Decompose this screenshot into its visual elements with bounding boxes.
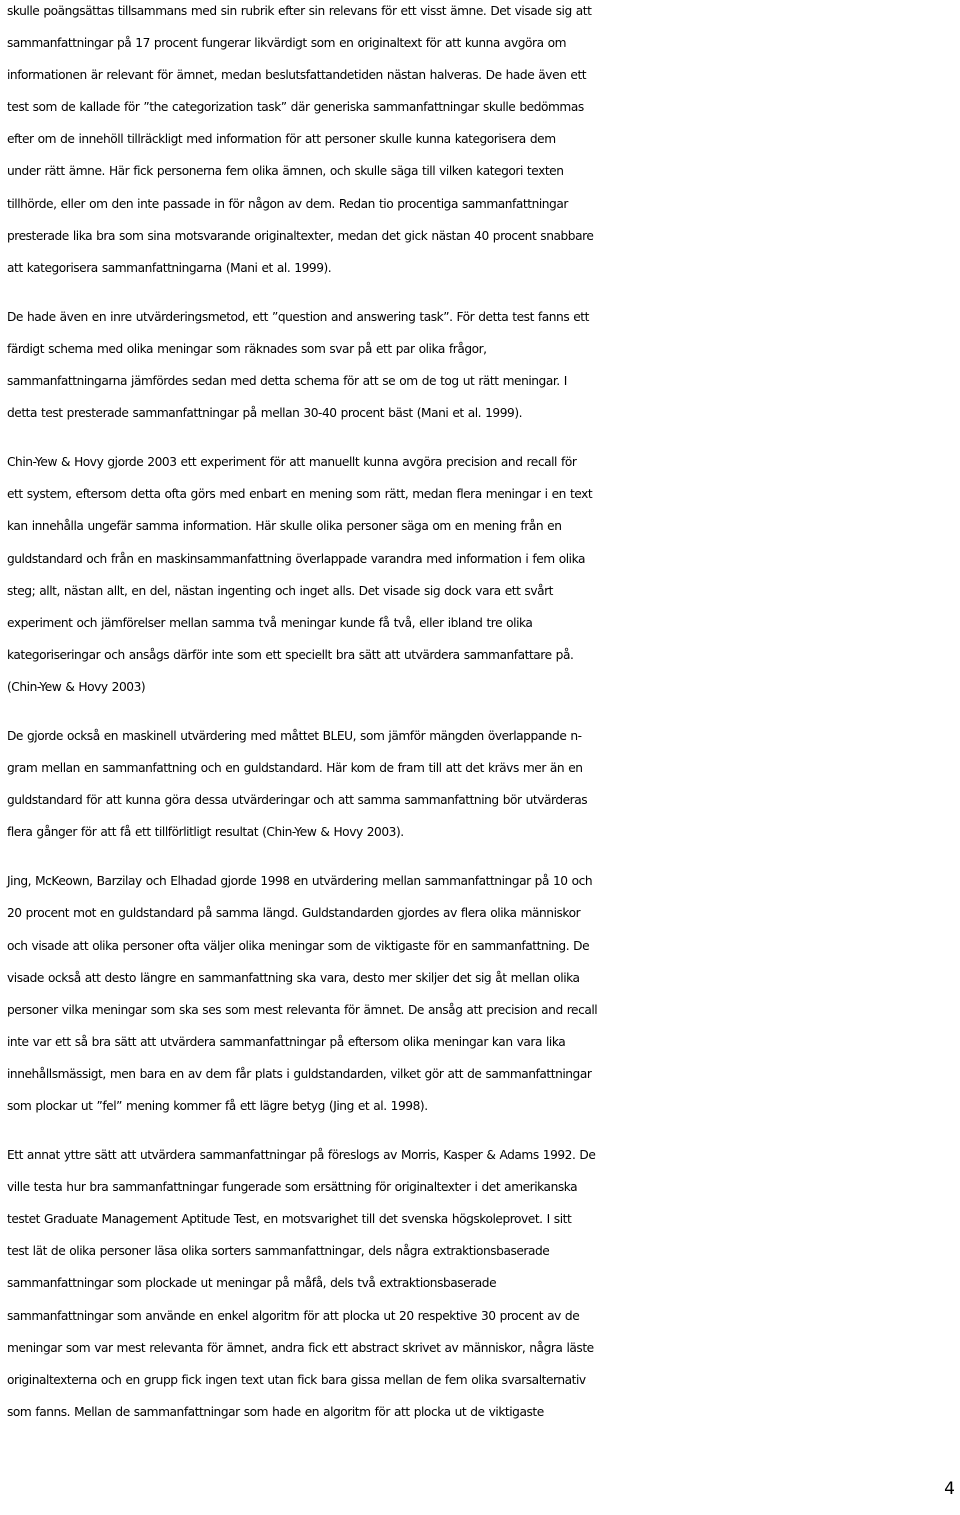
text-line: guldstandard och från en maskinsammanfattning överlappade varandra med information i fem olika <box>7 551 585 566</box>
text-line: guldstandard för att kunna göra dessa utvärderingar och att samma sammanfattning bör utvärderas <box>7 793 588 808</box>
text-line: experiment och jämförelser mellan samma två meningar kunde få två, eller ibland tre olika <box>7 615 533 630</box>
text-line: (Chin-Yew & Hovy 2003) <box>7 679 146 694</box>
text-line: sammanfattningar som plockade ut meningar på måfå, dels två extraktionsbaserade <box>7 1276 497 1291</box>
text-line: och visade att olika personer ofta väljer olika meningar som de viktigaste för en sammanfattning. De <box>7 938 590 953</box>
paragraph <box>7 1139 955 1428</box>
text-line: testet Graduate Management Aptitude Test, en motsvarighet till det svenska högskoleprovet. I sitt <box>7 1212 572 1227</box>
text-line: personer vilka meningar som ska ses som mest relevanta för ämnet. De ansåg att precision and recall <box>7 1002 598 1017</box>
text-line: kategoriseringar och ansågs därför inte som ett speciellt bra sätt att utvärdera sammanfattare på. <box>7 647 574 662</box>
text-line: Ett annat yttre sätt att utvärdera sammanfattningar på föreslogs av Morris, Kasper & Adams 1992. De <box>7 1148 596 1163</box>
document-page <box>7 0 955 1445</box>
paragraph <box>7 446 955 703</box>
text-line: meningar som var mest relevanta för ämnet, andra fick ett abstract skrivet av människor, några läste <box>7 1340 594 1355</box>
text-line: De gjorde också en maskinell utvärdering med måttet BLEU, som jämför mängden överlappande n- <box>7 728 582 743</box>
text-line: som plockar ut ”fel” mening kommer få ett lägre betyg (Jing et al. 1998). <box>7 1099 428 1113</box>
text-line: innehållsmässigt, men bara en av dem får plats i guldstandarden, vilket gör att de sammanfattningar <box>7 1066 592 1081</box>
text-line: sammanfattningar på 17 procent fungerar likvärdigt som en originaltext för att kunna avgöra om <box>7 36 567 51</box>
text-line: färdigt schema med olika meningar som räknades som svar på ett par olika frågor, <box>7 341 487 356</box>
text-line: Chin-Yew & Hovy gjorde 2003 ett experiment för att manuellt kunna avgöra precision and recall för <box>7 455 577 470</box>
text-line: gram mellan en sammanfattning och en guldstandard. Här kom de fram till att det krävs mer än en <box>7 761 583 776</box>
text-line: sammanfattningarna jämfördes sedan med detta schema för att se om de tog ut rätt meningar. I <box>7 374 567 389</box>
text-line: originaltexterna och en grupp fick ingen text utan fick bara gissa mellan de fem olika svarsalternativ <box>7 1372 586 1387</box>
text-line: inte var ett så bra sätt att utvärdera sammanfattningar på eftersom olika meningar kan vara lika <box>7 1034 566 1049</box>
paragraph <box>7 301 955 429</box>
text-line: test lät de olika personer läsa olika sorters sammanfattningar, dels några extraktionsbaserade <box>7 1244 550 1259</box>
text-line: visade också att desto längre en sammanfattning ska vara, desto mer skiljer det sig åt mellan olika <box>7 970 580 985</box>
paragraph <box>7 720 955 848</box>
text-line: ett system, eftersom detta ofta görs med enbart en mening som rätt, medan flera meningar i en text <box>7 487 593 502</box>
paragraph <box>7 865 955 1122</box>
text-line: detta test presterade sammanfattningar på mellan 30-40 procent bäst (Mani et al. 1999). <box>7 406 523 421</box>
text-line: tillhörde, eller om den inte passade in för någon av dem. Redan tio procentiga sammanfattningar <box>7 196 568 211</box>
paragraph <box>7 0 955 284</box>
text-line: informationen är relevant för ämnet, medan beslutsfattandetiden nästan halveras. De hade även ett <box>7 68 587 83</box>
text-line: ville testa hur bra sammanfattningar fungerade som ersättning för originaltexter i det amerikanska <box>7 1180 578 1195</box>
text-line: De hade även en inre utvärderingsmetod, ett ”question and answering task”. För detta test fanns ett <box>7 309 589 324</box>
page-number: 4 <box>944 1479 955 1499</box>
text-line: 20 procent mot en guldstandard på samma längd. Guldstandarden gjordes av flera olika människor <box>7 906 581 921</box>
text-line: skulle poängsättas tillsammans med sin rubrik efter sin relevans för ett visst ämne. Det visade sig att <box>7 4 592 18</box>
text-line: steg; allt, nästan allt, en del, nästan ingenting och inget alls. Det visade sig dock vara ett svårt <box>7 583 553 598</box>
text-line: presterade lika bra som sina motsvarande originaltexter, medan det gick nästan 40 procent snabbare <box>7 228 594 243</box>
text-line: kan innehålla ungefär samma information. Här skulle olika personer säga om en mening från en <box>7 519 562 534</box>
text-line: Jing, McKeown, Barzilay och Elhadad gjorde 1998 en utvärdering mellan sammanfattningar på 10 och <box>7 874 593 889</box>
text-line: flera gånger för att få ett tillförlitligt resultat (Chin-Yew & Hovy 2003). <box>7 825 404 840</box>
text-line: som fanns. Mellan de sammanfattningar som hade en algoritm för att plocka ut de viktigaste <box>7 1404 544 1419</box>
text-line: test som de kallade för ”the categorization task” där generiska sammanfattningar skulle bedömmas <box>7 100 584 115</box>
text-line: efter om de innehöll tillräckligt med information för att personer skulle kunna kategorisera dem <box>7 132 556 147</box>
text-line: att kategorisera sammanfattningarna (Mani et al. 1999). <box>7 260 332 275</box>
text-line: sammanfattningar som använde en enkel algoritm för att plocka ut 20 respektive 30 procent av de <box>7 1308 580 1323</box>
text-line: under rätt ämne. Här fick personerna fem olika ämnen, och skulle säga till vilken kategori texten <box>7 164 564 179</box>
